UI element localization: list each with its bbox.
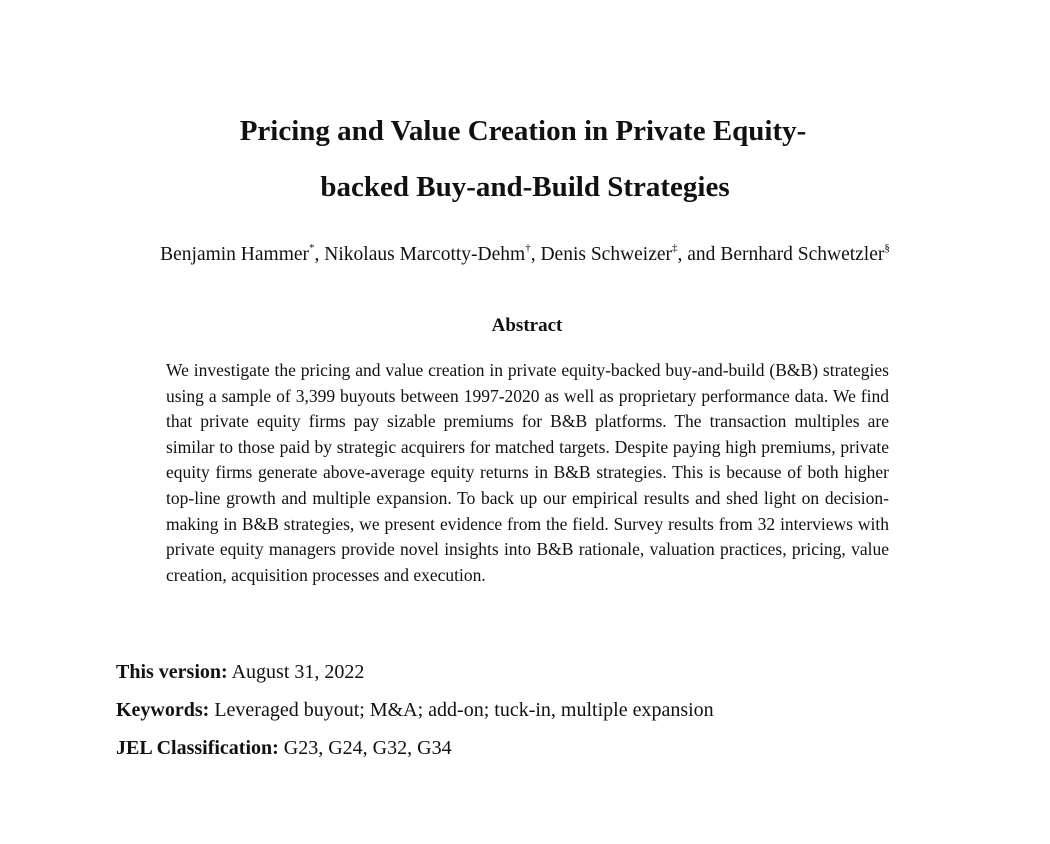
- jel-value: G23, G24, G32, G34: [283, 737, 452, 759]
- author-separator: , and: [677, 244, 721, 265]
- author-name: Nikolaus Marcotty-Dehm: [324, 244, 526, 265]
- abstract-heading: Abstract: [491, 315, 563, 336]
- author-name: Benjamin Hammer: [160, 244, 310, 265]
- author-list: [0, 243, 1050, 266]
- version-line: [116, 660, 364, 684]
- keywords-value: Leveraged buyout; M&A; add-on; tuck-in, multiple expansion: [214, 699, 714, 721]
- author-name: Denis Schweizer: [540, 244, 673, 265]
- author-name: Bernhard Schwetzler: [720, 244, 885, 265]
- author-separator: ,: [314, 244, 325, 265]
- version-label: This version:: [116, 661, 228, 683]
- keywords-label: Keywords:: [116, 699, 210, 721]
- jel-label: JEL Classification:: [116, 737, 279, 759]
- author-footnote-mark: ‡: [672, 242, 678, 254]
- paper-title-line-2: backed Buy-and-Build Strategies: [320, 171, 730, 203]
- author-footnote-mark: *: [309, 242, 315, 254]
- paper-title-line-1: Pricing and Value Creation in Private Equity-: [239, 115, 807, 147]
- keywords-line: [116, 698, 714, 722]
- author-separator: ,: [530, 244, 541, 265]
- author-footnote-mark: †: [525, 242, 531, 254]
- abstract-text: We investigate the pricing and value creation in private equity-backed buy-and-build (B&B) strategies using a sample of 3,399 buyouts between 1997-2020 as well as proprietary performance data. We find that private equity firms pay sizable premiums for B&B platforms. The transaction multiples are similar to those paid by strategic acquirers for matched targets. Despite paying high premiums, private equity firms generate above-average equity returns in B&B strategies. This is because of both higher top-line growth and multiple expansion. To back up our empirical results and shed light on decision-making in B&B strategies, we present evidence from the field. Survey results from 32 interviews with private equity managers provide novel insights into B&B rationale, valuation practices, pricing, value creation, acquisition processes and execution.: [166, 360, 889, 585]
- jel-classification-line: [116, 736, 452, 760]
- version-value: August 31, 2022: [231, 661, 365, 683]
- author-footnote-mark: §: [884, 242, 890, 254]
